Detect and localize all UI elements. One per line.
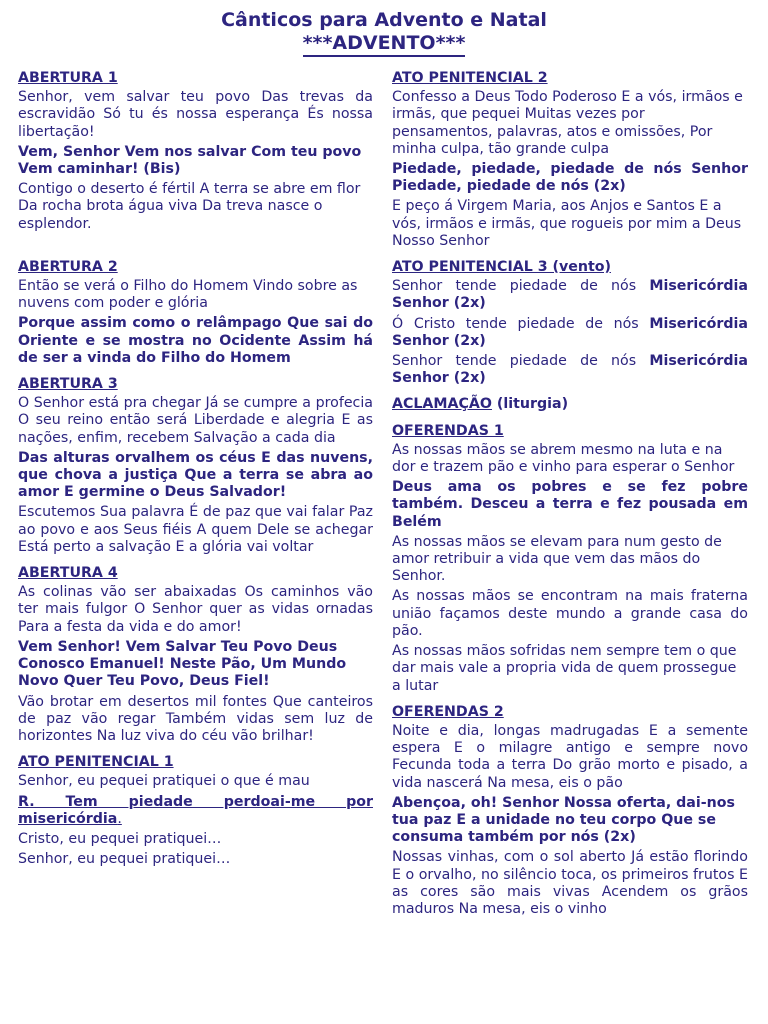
page-subtitle: ***ADVENTO*** <box>303 32 466 57</box>
verse: O Senhor está pra chegar Já se cumpre a profecia O seu reino então será Liberdade e alegria E as nações, enfim, recebem Salvação a cada dia <box>18 395 373 446</box>
section-heading: ATO PENITENCIAL 1 <box>18 754 174 771</box>
right-column <box>392 70 748 927</box>
section-heading <box>392 396 748 413</box>
response-text: R. Tem piedade perdoai-me por misericórdia <box>18 793 373 827</box>
section-heading: OFERENDAS 1 <box>392 422 504 439</box>
verse-response: Misericórdia Senhor (2x) <box>392 315 748 349</box>
verse: E peço á Virgem Maria, aos Anjos e Santos E a vós, irmãos e irmãs, que rogueis por mim a Deus Nosso Senhor <box>392 198 742 249</box>
section-abertura-1 <box>18 70 373 233</box>
section-heading: ATO PENITENCIAL 3 (vento) <box>392 259 611 276</box>
verse: Cristo, eu pequei pratiquei… <box>18 830 222 847</box>
section-heading: OFERENDAS 2 <box>392 703 504 720</box>
section-oferendas-1 <box>392 423 748 695</box>
refrain: Deus ama os pobres e se fez pobre também. Desceu a terra e fez pousada em Belém <box>392 479 748 530</box>
verse-response: Misericórdia Senhor (2x) <box>392 353 748 387</box>
section-heading: ABERTURA 3 <box>18 376 118 393</box>
verse-line <box>392 316 748 350</box>
verse: As nossas mãos se elevam para num gesto de amor retribuir a vida que vem das mãos do Senhor. <box>392 533 722 585</box>
section-aclamacao <box>392 396 748 413</box>
verse: Então se verá o Filho do Homem Vindo sobre as nuvens com poder e glória <box>18 278 358 312</box>
section-abertura-2 <box>18 259 373 367</box>
section-heading: ABERTURA 1 <box>18 70 118 86</box>
section-abertura-4 <box>18 565 373 745</box>
refrain: Piedade, piedade, piedade de nós Senhor Piedade, piedade de nós (2x) <box>392 161 748 195</box>
verse: Escutemos Sua palavra É de paz que vai falar Paz ao povo e aos Seus fiéis A quem Dele se achegar Está perto a salvação E a glória vai voltar <box>18 504 373 555</box>
response <box>18 794 373 828</box>
verse-line <box>392 353 748 387</box>
response-period: . <box>117 810 122 827</box>
verse-text: Senhor tende piedade de nós <box>392 278 650 295</box>
refrain: Vem Senhor! Vem Salvar Teu Povo Deus Conosco Emanuel! Neste Pão, Um Mundo Novo Quer Teu Povo, Deus Fiel! <box>18 638 347 690</box>
verse: As nossas mãos se encontram na mais fraterna união façamos deste mundo a grande casa do pão. <box>392 588 748 639</box>
heading-text: ACLAMAÇÃO <box>392 396 492 413</box>
verse-text: Ó Cristo tende piedade de nós <box>392 315 650 332</box>
refrain: Vem, Senhor Vem nos salvar Com teu povo Vem caminhar! (Bis) <box>18 143 362 178</box>
section-heading: ABERTURA 2 <box>18 258 118 275</box>
section-ato-penitencial-2 <box>392 70 748 250</box>
refrain: Abençoa, oh! Senhor Nossa oferta, dai-nos tua paz E a unidade no teu corpo Que se consuma também por nós (2x) <box>392 794 735 846</box>
verse: As nossas mãos se abrem mesmo na luta e na dor e trazem pão e vinho para esperar o Senhor <box>392 441 735 476</box>
verse: As colinas vão ser abaixadas Os caminhos vão ter mais fulgor O Senhor quer as vidas ornadas Para a festa da vida e do amor! <box>18 584 373 635</box>
page-header <box>0 8 768 57</box>
verse-line <box>392 278 748 312</box>
page-title: Cânticos para Advento e Natal <box>221 9 547 31</box>
section-heading: ABERTURA 4 <box>18 565 118 582</box>
section-heading: ATO PENITENCIAL 2 <box>392 70 548 86</box>
left-column <box>18 70 373 877</box>
verse: Senhor, eu pequei pratiquei… <box>18 851 231 868</box>
verse: Vão brotar em desertos mil fontes Que canteiros de paz vão regar Também vidas sem luz de horizontes Na luz viva do céu vão brilhar! <box>18 693 373 744</box>
section-abertura-3 <box>18 376 373 556</box>
section-oferendas-2 <box>392 704 748 918</box>
verse-text: Senhor tende piedade de nós <box>392 353 650 370</box>
verse: Nossas vinhas, com o sol aberto Já estão florindo E o orvalho, no silêncio toca, os primeiros frutos E as cores são mais vivas Acendem os grãos maduros Na mesa, eis o vinho <box>392 849 748 917</box>
verse: Senhor, eu pequei pratiquei o que é mau <box>18 773 310 790</box>
verse: Confesso a Deus Todo Poderoso E a vós, irmãos e irmãs, que pequei Muitas vezes por pensamentos, palavras, atos e omissões, Por minha culpa, tão grande culpa <box>392 89 743 157</box>
verse-response: Misericórdia Senhor (2x) <box>392 278 748 312</box>
heading-suffix: (liturgia) <box>491 396 569 413</box>
verse: As nossas mãos sofridas nem sempre tem o que dar mais vale a propria vida de quem prossegue a lutar <box>392 643 737 694</box>
refrain: Porque assim como o relâmpago Que sai do Oriente e se mostra no Ocidente Assim há de ser a vinda do Filho do Homem <box>18 315 373 366</box>
verse: Contigo o deserto é fértil A terra se abre em flor Da rocha brota água viva Da treva nasce o esplendor. <box>18 181 361 232</box>
section-ato-penitencial-3 <box>392 259 748 387</box>
section-ato-penitencial-1 <box>18 754 373 868</box>
verse: Noite e dia, longas madrugadas E a semente espera E o milagre antigo e sempre novo Fecunda toda a terra Do grão morto e pisado, a vida nascerá Na mesa, eis o pão <box>392 722 748 791</box>
verse: Senhor, vem salvar teu povo Das trevas da escravidão Só tu és nossa esperança És nossa libertação! <box>18 89 373 140</box>
refrain: Das alturas orvalhem os céus E das nuvens, que chova a justiça Que a terra se abra ao amor E germine o Deus Salvador! <box>18 449 373 501</box>
